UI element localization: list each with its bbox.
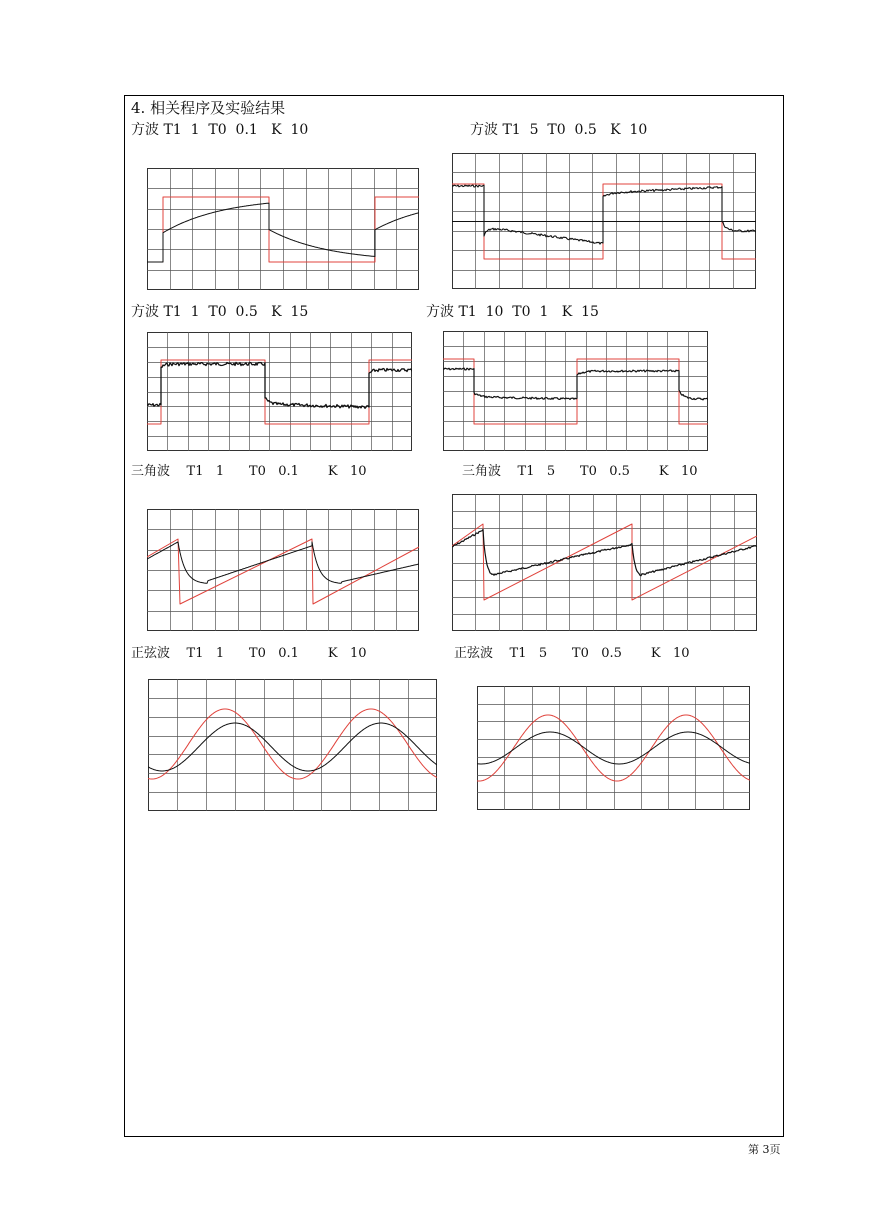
oscillogram-square-4 <box>443 331 708 451</box>
caption-sine-2: 正弦波 T1 5 T0 0.5 K 10 <box>454 646 690 661</box>
caption-square-4: 方波 T1 10 T0 1 K 15 <box>426 304 599 320</box>
caption-triangle-1: 三角波 T1 1 T0 0.1 K 10 <box>131 464 367 479</box>
plot-border <box>444 332 708 451</box>
section-heading: 4. 相关程序及实验结果 <box>131 99 286 117</box>
output-response-line <box>452 529 757 575</box>
oscillogram-square-1 <box>147 168 419 290</box>
input-signal-line <box>147 539 419 604</box>
caption-square-2: 方波 T1 5 T0 0.5 K 10 <box>470 122 648 138</box>
input-signal-line <box>452 524 757 600</box>
output-response-line <box>443 368 708 400</box>
caption-square-1: 方波 T1 1 T0 0.1 K 10 <box>131 122 309 138</box>
oscillogram-sine-1 <box>148 679 437 811</box>
plot-border <box>148 333 412 451</box>
output-response-line <box>452 185 756 244</box>
output-response-line <box>147 203 419 262</box>
plot-border <box>148 510 419 631</box>
oscillogram-triangle-2 <box>452 494 757 631</box>
oscillogram-sine-2 <box>477 686 750 810</box>
plot-border <box>453 495 757 631</box>
plot-border <box>149 680 437 811</box>
plot-border <box>148 169 419 290</box>
input-signal-line <box>477 715 750 781</box>
output-response-line <box>148 723 437 771</box>
caption-sine-1: 正弦波 T1 1 T0 0.1 K 10 <box>131 646 367 661</box>
oscillogram-square-2 <box>452 153 756 289</box>
output-response-line <box>477 732 750 764</box>
output-response-line <box>147 362 412 408</box>
oscillogram-triangle-1 <box>147 509 419 631</box>
plot-border <box>453 154 756 289</box>
plot-border <box>478 687 750 810</box>
input-signal-line <box>148 709 437 779</box>
output-response-line <box>147 542 419 583</box>
caption-triangle-2: 三角波 T1 5 T0 0.5 K 10 <box>462 464 698 479</box>
page-number: 第 3页 <box>748 1143 781 1156</box>
oscillogram-square-3 <box>147 332 412 451</box>
caption-square-3: 方波 T1 1 T0 0.5 K 15 <box>131 304 309 320</box>
